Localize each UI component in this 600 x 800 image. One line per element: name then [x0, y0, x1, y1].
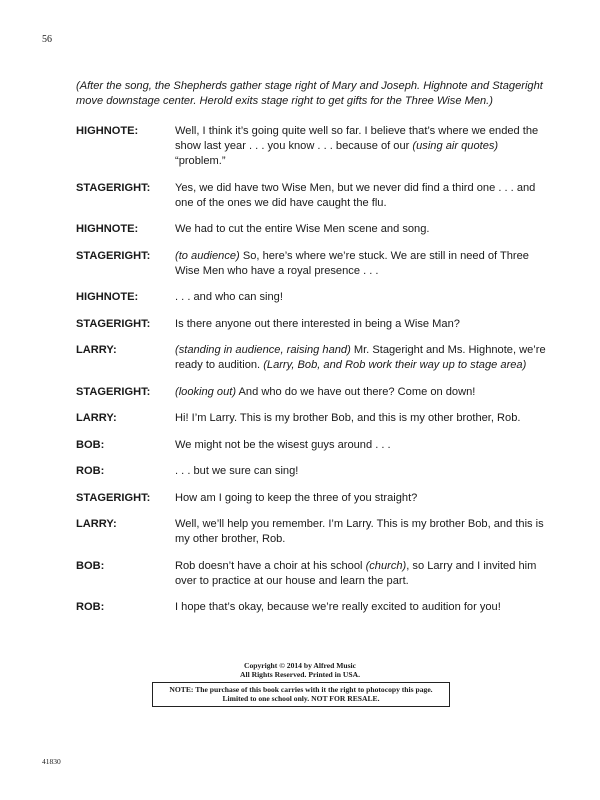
speaker-name: BOB: [76, 439, 105, 451]
dialogue [76, 124, 546, 615]
speech-text [175, 559, 546, 589]
speaker-name: STAGERIGHT: [76, 182, 151, 194]
dialogue-line [76, 385, 546, 400]
speech-text [175, 124, 546, 169]
stage-direction-inline: (looking out) [175, 386, 237, 398]
dialogue-line [76, 464, 546, 479]
speech-text [175, 290, 546, 305]
speaker-name: STAGERIGHT: [76, 318, 151, 330]
speech-segment: I hope that’s okay, because we’re really excited to audition for you! [175, 601, 501, 613]
speech-segment: So, here’s where we’re stuck. We are still in need of Three Wise Men who have a royal presence . . . [175, 250, 529, 277]
dialogue-line [76, 411, 546, 426]
speaker-name: BOB: [76, 560, 105, 572]
dialogue-line [76, 491, 546, 506]
dialogue-line [76, 124, 546, 169]
speaker-name: ROB: [76, 465, 105, 477]
speech-text [175, 491, 546, 506]
dialogue-line [76, 343, 546, 373]
speech-segment: Hi! I’m Larry. This is my brother Bob, and this is my other brother, Rob. [175, 412, 521, 424]
speech-text [175, 385, 546, 400]
dialogue-line [76, 559, 546, 589]
speech-segment: Mr. Stageright and Ms. Highnote, we’re ready to audition. [175, 344, 546, 371]
dialogue-line [76, 517, 546, 547]
speaker-name: LARRY: [76, 412, 117, 424]
speech-segment: Well, I think it’s going quite well so far. I believe that’s where we ended the show last year . . . you know . . . because of our [175, 125, 539, 152]
speech-segment: Rob doesn’t have a choir at his school [175, 560, 366, 572]
copyright-notice [150, 661, 450, 679]
stage-direction: (After the song, the Shepherds gather stage right of Mary and Joseph. Highnote and Stageright move downstage center. Herold exits stage right to get gifts for the Three Wise Men.) [76, 80, 543, 107]
stage-direction-inline: (church) [365, 560, 407, 572]
dialogue-line [76, 181, 546, 211]
stage-direction-inline: (using air quotes) [412, 140, 499, 152]
speech-text [175, 438, 546, 453]
page-number: 56 [42, 34, 52, 45]
speech-segment: Yes, we did have two Wise Men, but we never did find a third one . . . and one of the ones we did have caught the flu. [175, 182, 536, 209]
speech-text [175, 600, 546, 615]
speech-text [175, 317, 546, 332]
dialogue-line [76, 222, 546, 237]
speaker-name: STAGERIGHT: [76, 492, 151, 504]
stage-direction-inline: (Larry, Bob, and Rob work their way up to stage area) [263, 359, 527, 371]
photocopy-note-box [152, 682, 450, 707]
speech-segment: “problem.” [175, 155, 226, 167]
speech-text [175, 464, 546, 479]
speech-text [175, 222, 546, 237]
speech-segment: How am I going to keep the three of you straight? [175, 492, 418, 504]
speaker-name: STAGERIGHT: [76, 386, 151, 398]
speech-segment: . . . and who can sing! [175, 291, 283, 303]
speaker-name: LARRY: [76, 518, 117, 530]
dialogue-line [76, 317, 546, 332]
dialogue-line [76, 438, 546, 453]
speech-text [175, 411, 546, 426]
catalog-number: 41830 [42, 757, 61, 766]
speech-text [175, 517, 546, 547]
note-line: Limited to one school only. NOT FOR RESALE. [222, 694, 380, 703]
speaker-name: ROB: [76, 601, 105, 613]
stage-direction-inline: (standing in audience, raising hand) [175, 344, 351, 356]
speech-segment: We had to cut the entire Wise Men scene and song. [175, 223, 430, 235]
dialogue-line [76, 249, 546, 279]
dialogue-line [76, 600, 546, 615]
speaker-name: HIGHNOTE: [76, 291, 139, 303]
dialogue-line [76, 290, 546, 305]
speech-segment: , so Larry and I invited him over to practice at our house and learn the part. [175, 560, 537, 587]
speech-segment: Well, we’ll help you remember. I’m Larry. This is my brother Bob, and this is my other brother, Rob. [175, 518, 544, 545]
speech-segment: Is there anyone out there interested in being a Wise Man? [175, 318, 460, 330]
rights-line: All Rights Reserved. Printed in USA. [239, 670, 361, 679]
speaker-name: STAGERIGHT: [76, 250, 151, 262]
speech-segment: . . . but we sure can sing! [175, 465, 299, 477]
speaker-name: HIGHNOTE: [76, 125, 139, 137]
speech-text [175, 343, 546, 373]
speech-text [175, 249, 546, 279]
speech-text [175, 181, 546, 211]
stage-direction-inline: (to audience) [175, 250, 240, 262]
note-line: NOTE: The purchase of this book carries with it the right to photocopy this page. [169, 685, 433, 694]
speech-segment: And who do we have out there? Come on down! [236, 386, 476, 398]
copyright-line: Copyright © 2014 by Alfred Music [243, 661, 357, 670]
speaker-name: HIGHNOTE: [76, 223, 139, 235]
speech-segment: We might not be the wisest guys around . . . [175, 439, 391, 451]
speaker-name: LARRY: [76, 344, 117, 356]
